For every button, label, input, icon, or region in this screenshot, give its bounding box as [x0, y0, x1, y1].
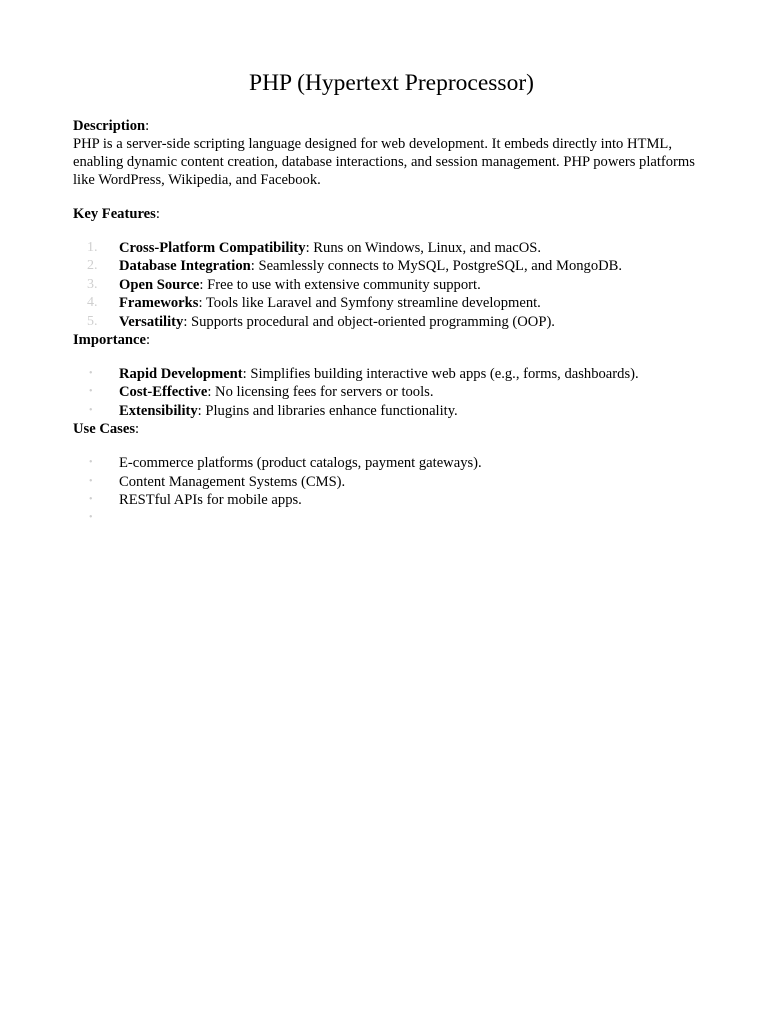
- list-item-term: Rapid Development: [119, 365, 243, 382]
- list-item-term: Extensibility: [119, 402, 198, 419]
- list-item: [73, 383, 698, 401]
- list-item: [73, 257, 698, 275]
- list-item-text: E-commerce platforms (product catalogs, payment gateways).: [119, 455, 482, 472]
- list-item: [73, 491, 698, 509]
- key-features-list: [73, 239, 698, 331]
- list-item: [73, 276, 698, 294]
- description-heading-colon: :: [145, 118, 150, 134]
- description-heading: [73, 117, 698, 135]
- list-item-term: Open Source: [119, 276, 200, 293]
- list-item: [73, 402, 698, 420]
- list-item-text: : Supports procedural and object-oriented programming (OOP).: [183, 313, 555, 330]
- description-text: PHP is a server-side scripting language designed for web development. It embeds directly into HTML, enabling dynamic content creation, database interactions, and session management. PHP powers platforms like WordPress, Wikipedia, and Facebook.: [73, 136, 695, 188]
- importance-heading-colon: :: [145, 331, 151, 348]
- list-item-term: Database Integration: [119, 258, 251, 275]
- list-item-text: : Free to use with extensive community support.: [199, 276, 481, 293]
- list-item-text: Content Management Systems (CMS).: [119, 473, 346, 490]
- list-marker: 5.: [87, 313, 98, 329]
- list-item-text: : Seamlessly connects to MySQL, PostgreSQL, and MongoDB.: [250, 258, 623, 275]
- key-features-heading-colon: :: [155, 206, 160, 222]
- list-item: [73, 365, 698, 383]
- list-item-text: : No licensing fees for servers or tools.: [207, 384, 434, 401]
- importance-heading: [73, 331, 698, 349]
- bullet-marker: •: [89, 457, 93, 469]
- list-marker: 2.: [87, 258, 98, 274]
- list-item: [73, 239, 698, 257]
- list-marker: 3.: [87, 276, 98, 292]
- bullet-marker: •: [89, 475, 93, 487]
- description-heading-label: Description: [73, 118, 146, 134]
- key-features-heading-label: Key Features: [73, 206, 156, 222]
- bullet-marker: •: [89, 404, 93, 416]
- list-item-term: Cost-Effective: [119, 384, 208, 401]
- list-item: [73, 454, 698, 472]
- list-item: [73, 294, 698, 312]
- use-cases-list: [73, 454, 698, 528]
- list-item-text: : Simplifies building interactive web apps (e.g., forms, dashboards).: [242, 365, 639, 382]
- list-item-text: : Runs on Windows, Linux, and macOS.: [305, 240, 542, 256]
- list-item-term: Versatility: [119, 313, 184, 330]
- list-item-text: : Tools like Laravel and Symfony streamline development.: [198, 295, 541, 312]
- document-title: PHP (Hypertext Preprocessor): [249, 70, 534, 96]
- use-cases-heading: [73, 420, 698, 438]
- bullet-marker: •: [89, 493, 93, 505]
- bullet-marker: •: [89, 512, 93, 524]
- use-cases-heading-label: Use Cases: [73, 421, 136, 438]
- list-item-text: RESTful APIs for mobile apps.: [119, 491, 302, 508]
- importance-heading-label: Importance: [73, 331, 146, 348]
- list-item: [73, 509, 698, 527]
- use-cases-heading-colon: :: [135, 421, 140, 438]
- importance-list: [73, 365, 698, 420]
- list-item-term: Cross-Platform Compatibility: [119, 240, 306, 256]
- bullet-marker: •: [89, 386, 93, 398]
- list-marker: 1.: [87, 240, 98, 255]
- list-item-term: Frameworks: [119, 295, 199, 312]
- list-marker: 4.: [87, 295, 98, 311]
- list-item: [73, 473, 698, 491]
- bullet-marker: •: [89, 367, 93, 379]
- list-item-text: : Plugins and libraries enhance functionality.: [197, 402, 458, 419]
- key-features-heading: [73, 205, 698, 223]
- list-item: [73, 313, 698, 331]
